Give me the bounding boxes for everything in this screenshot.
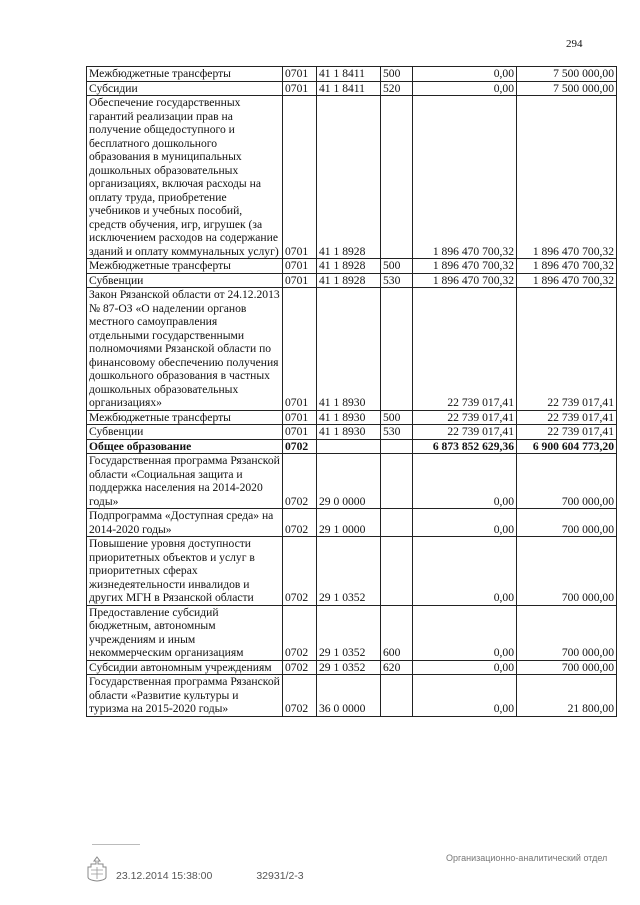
cell-target	[317, 439, 381, 454]
cell-expense-type	[381, 509, 413, 537]
cell-expense-type: 530	[381, 425, 413, 440]
cell-section: 0701	[283, 259, 317, 274]
cell-section: 0702	[283, 509, 317, 537]
stamp-date: 23.12.2014 15:38:00	[116, 870, 213, 882]
cell-target: 41 1 8930	[317, 288, 381, 411]
cell-expense-type	[381, 454, 413, 509]
cell-target: 41 1 8411	[317, 81, 381, 96]
cell-section: 0702	[283, 605, 317, 660]
cell-section: 0702	[283, 660, 317, 675]
cell-sum-2015: 22 739 017,41	[517, 410, 617, 425]
coat-of-arms-icon	[86, 856, 108, 882]
cell-sum-2014: 0,00	[413, 660, 517, 675]
cell-target: 36 0 0000	[317, 675, 381, 717]
cell-name: Субсидии	[87, 81, 283, 96]
cell-sum-2015: 6 900 604 773,20	[517, 439, 617, 454]
cell-name: Межбюджетные трансферты	[87, 410, 283, 425]
cell-name: Предоставление субсидий бюджетным, автономным учреждениям и иным некоммерческим организациям	[87, 605, 283, 660]
cell-name: Закон Рязанской области от 24.12.2013 № 87-ОЗ «О наделении органов местного самоуправления отдельными государственными полномочиями Рязанской области по финансовому обеспечению получения дошкольного образования в частных дошкольных образовательных организациях»	[87, 288, 283, 411]
cell-sum-2014: 22 739 017,41	[413, 410, 517, 425]
table-row	[87, 605, 617, 660]
cell-target: 29 1 0352	[317, 605, 381, 660]
cell-target: 41 1 8928	[317, 273, 381, 288]
cell-section: 0701	[283, 273, 317, 288]
cell-sum-2015: 7 500 000,00	[517, 67, 617, 82]
cell-name: Субвенции	[87, 273, 283, 288]
cell-name: Обеспечение государственных гарантий реализации прав на получение общедоступного и бесплатного дошкольного образования в муниципальных дошкольных образовательных организациях, включая расходы на оплату труда, приобретение учебников и учебных пособий, средств обучения, игр, игрушек (за исключением расходов на содержание зданий и оплату коммунальных услуг)	[87, 96, 283, 259]
cell-expense-type: 620	[381, 660, 413, 675]
cell-sum-2014: 1 896 470 700,32	[413, 96, 517, 259]
cell-name: Субсидии автономным учреждениям	[87, 660, 283, 675]
cell-sum-2014: 0,00	[413, 81, 517, 96]
cell-section: 0701	[283, 425, 317, 440]
cell-target: 29 0 0000	[317, 454, 381, 509]
cell-sum-2014: 0,00	[413, 67, 517, 82]
cell-section: 0702	[283, 675, 317, 717]
cell-expense-type	[381, 675, 413, 717]
cell-expense-type	[381, 537, 413, 606]
cell-name: Общее образование	[87, 439, 283, 454]
table-row	[87, 675, 617, 717]
cell-sum-2015: 700 000,00	[517, 660, 617, 675]
table-row	[87, 273, 617, 288]
cell-expense-type: 520	[381, 81, 413, 96]
cell-section: 0702	[283, 537, 317, 606]
cell-sum-2015: 1 896 470 700,32	[517, 259, 617, 274]
cell-section: 0702	[283, 439, 317, 454]
cell-sum-2015: 7 500 000,00	[517, 81, 617, 96]
cell-name: Государственная программа Рязанской области «Социальная защита и поддержка населения на 2014-2020 годы»	[87, 454, 283, 509]
cell-sum-2014: 0,00	[413, 537, 517, 606]
cell-name: Подпрограмма «Доступная среда» на 2014-2020 годы»	[87, 509, 283, 537]
cell-name: Субвенции	[87, 425, 283, 440]
cell-sum-2014: 0,00	[413, 454, 517, 509]
cell-sum-2015: 1 896 470 700,32	[517, 96, 617, 259]
cell-section: 0701	[283, 410, 317, 425]
cell-name: Межбюджетные трансферты	[87, 67, 283, 82]
table-row	[87, 439, 617, 454]
cell-sum-2014: 1 896 470 700,32	[413, 259, 517, 274]
cell-expense-type	[381, 96, 413, 259]
cell-target: 29 1 0352	[317, 660, 381, 675]
cell-name: Государственная программа Рязанской области «Развитие культуры и туризма на 2015-2020 годы»	[87, 675, 283, 717]
cell-name: Повышение уровня доступности приоритетных объектов и услуг в приоритетных сферах жизнедеятельности инвалидов и других МГН в Рязанской области	[87, 537, 283, 606]
table-row	[87, 537, 617, 606]
cell-section: 0701	[283, 96, 317, 259]
cell-sum-2014: 1 896 470 700,32	[413, 273, 517, 288]
cell-sum-2015: 21 800,00	[517, 675, 617, 717]
table-row	[87, 259, 617, 274]
cell-target: 41 1 8928	[317, 259, 381, 274]
cell-sum-2015: 22 739 017,41	[517, 425, 617, 440]
page-number: 294	[566, 38, 583, 50]
cell-sum-2014: 22 739 017,41	[413, 288, 517, 411]
cell-section: 0701	[283, 67, 317, 82]
footer-stamp	[86, 856, 304, 882]
cell-expense-type: 500	[381, 259, 413, 274]
cell-sum-2015: 700 000,00	[517, 605, 617, 660]
table-row	[87, 81, 617, 96]
cell-target: 41 1 8928	[317, 96, 381, 259]
cell-name: Межбюджетные трансферты	[87, 259, 283, 274]
cell-target: 29 1 0000	[317, 509, 381, 537]
cell-sum-2015: 22 739 017,41	[517, 288, 617, 411]
table-row	[87, 454, 617, 509]
budget-table	[86, 66, 617, 717]
cell-target: 41 1 8930	[317, 410, 381, 425]
cell-section: 0701	[283, 288, 317, 411]
cell-sum-2015: 700 000,00	[517, 537, 617, 606]
cell-sum-2014: 0,00	[413, 509, 517, 537]
cell-sum-2015: 700 000,00	[517, 509, 617, 537]
cell-sum-2014: 0,00	[413, 605, 517, 660]
cell-expense-type: 600	[381, 605, 413, 660]
cell-expense-type	[381, 439, 413, 454]
cell-expense-type	[381, 288, 413, 411]
table-row	[87, 509, 617, 537]
footer-note: Организационно-аналитический отдел	[446, 853, 608, 863]
table-row	[87, 67, 617, 82]
cell-sum-2014: 22 739 017,41	[413, 425, 517, 440]
table-row	[87, 410, 617, 425]
cell-sum-2015: 1 896 470 700,32	[517, 273, 617, 288]
cell-sum-2015: 700 000,00	[517, 454, 617, 509]
scan-mark	[92, 844, 140, 845]
cell-sum-2014: 0,00	[413, 675, 517, 717]
cell-target: 41 1 8930	[317, 425, 381, 440]
cell-target: 29 1 0352	[317, 537, 381, 606]
cell-expense-type: 500	[381, 410, 413, 425]
stamp-doc-number: 32931/2-3	[256, 870, 304, 882]
cell-sum-2014: 6 873 852 629,36	[413, 439, 517, 454]
cell-target: 41 1 8411	[317, 67, 381, 82]
table-row	[87, 425, 617, 440]
cell-expense-type: 500	[381, 67, 413, 82]
cell-section: 0701	[283, 81, 317, 96]
table-body	[87, 67, 617, 717]
table-row	[87, 288, 617, 411]
cell-expense-type: 530	[381, 273, 413, 288]
table-row	[87, 96, 617, 259]
cell-section: 0702	[283, 454, 317, 509]
table-row	[87, 660, 617, 675]
